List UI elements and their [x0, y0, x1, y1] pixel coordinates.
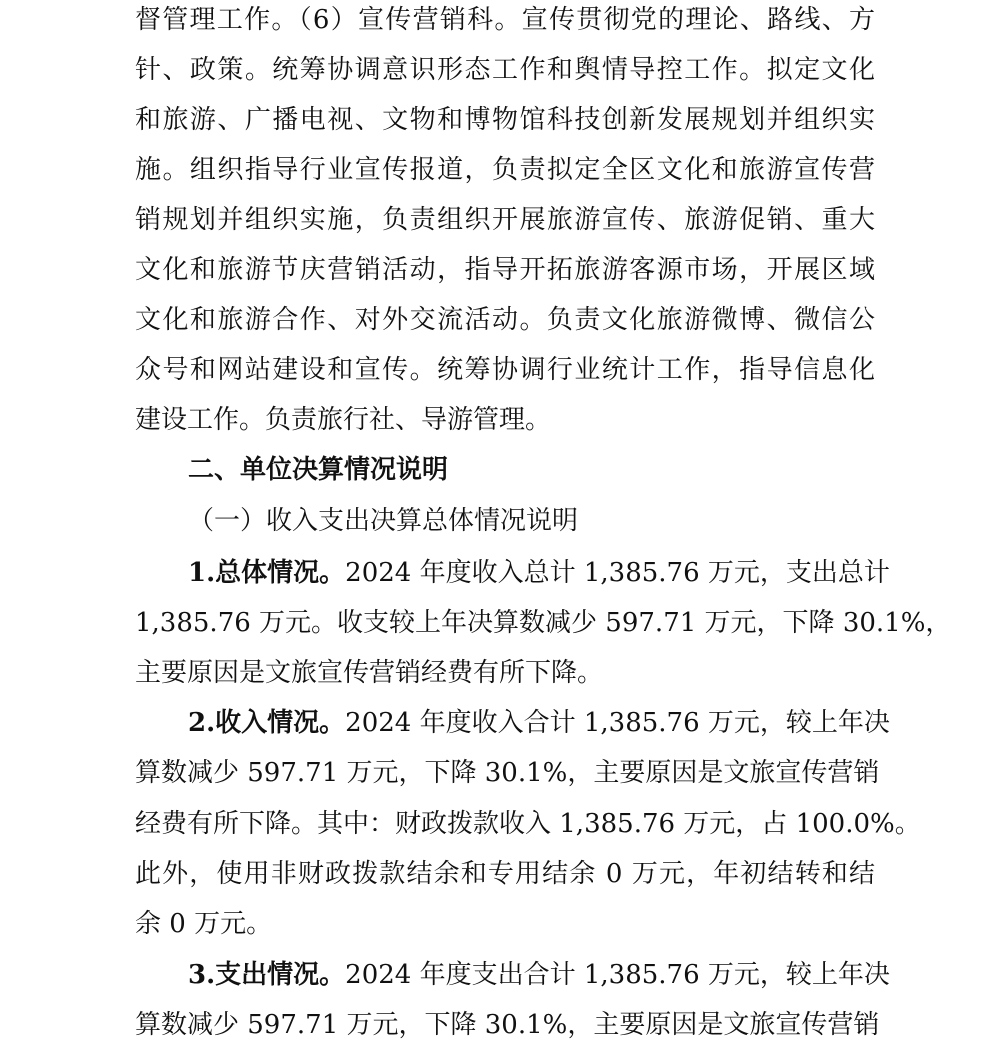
paragraph-line: 众号和网站建设和宣传。统筹协调行业统计工作，指导信息化 [135, 355, 875, 385]
subsection-heading: （一）收入支出决算总体情况说明 [188, 506, 579, 536]
paragraph-line: 文化和旅游合作、对外交流活动。负责文化旅游微博、微信公 [135, 305, 875, 335]
income-line: 经费有所下降。其中：财政拨款收入 1,385.76 万元，占 100.0%。 [135, 809, 921, 839]
paragraph-line: 针、政策。统筹协调意识形态工作和舆情导控工作。拟定文化 [135, 55, 875, 85]
expenditure-line: 2024 年度支出合计 1,385.76 万元，较上年决 [345, 960, 890, 990]
income-line: 余 0 万元。 [135, 909, 273, 939]
overall-line: 2024 年度收入总计 1,385.76 万元，支出总计 [345, 558, 890, 588]
income-line: 算数减少 597.71 万元，下降 30.1%，主要原因是文旅宣传营销 [135, 758, 880, 788]
paragraph-line: 销规划并组织实施，负责组织开展旅游宣传、旅游促销、重大 [135, 205, 875, 235]
expenditure-line: 算数减少 597.71 万元，下降 30.1%，主要原因是文旅宣传营销 [135, 1010, 880, 1040]
expenditure-label: 3.支出情况。 [188, 960, 346, 990]
income-first-line [188, 705, 890, 755]
income-label: 2.收入情况。 [188, 708, 346, 738]
paragraph-line: 文化和旅游节庆营销活动，指导开拓旅游客源市场，开展区域 [135, 255, 875, 285]
income-line: 2024 年度收入合计 1,385.76 万元，较上年决 [345, 708, 890, 738]
paragraph-line: 和旅游、广播电视、文物和博物馆科技创新发展规划并组织实 [135, 105, 875, 135]
overall-line: 主要原因是文旅宣传营销经费有所下降。 [135, 658, 604, 688]
expenditure-first-line [188, 957, 890, 1007]
income-line: 此外，使用非财政拨款结余和专用结余 0 万元，年初结转和结 [135, 859, 875, 889]
overall-line: 1,385.76 万元。收支较上年决算数减少 597.71 万元，下降 30.1%， [135, 608, 952, 638]
paragraph-line: 施。组织指导行业宣传报道，负责拟定全区文化和旅游宣传营 [135, 155, 875, 185]
paragraph-line: 建设工作。负责旅行社、导游管理。 [135, 405, 552, 435]
overall-first-line [188, 555, 890, 605]
overall-label: 1.总体情况。 [188, 558, 346, 588]
paragraph-line: 督管理工作。（6）宣传营销科。宣传贯彻党的理论、路线、方 [135, 5, 875, 35]
section-heading: 二、单位决算情况说明 [188, 455, 449, 485]
